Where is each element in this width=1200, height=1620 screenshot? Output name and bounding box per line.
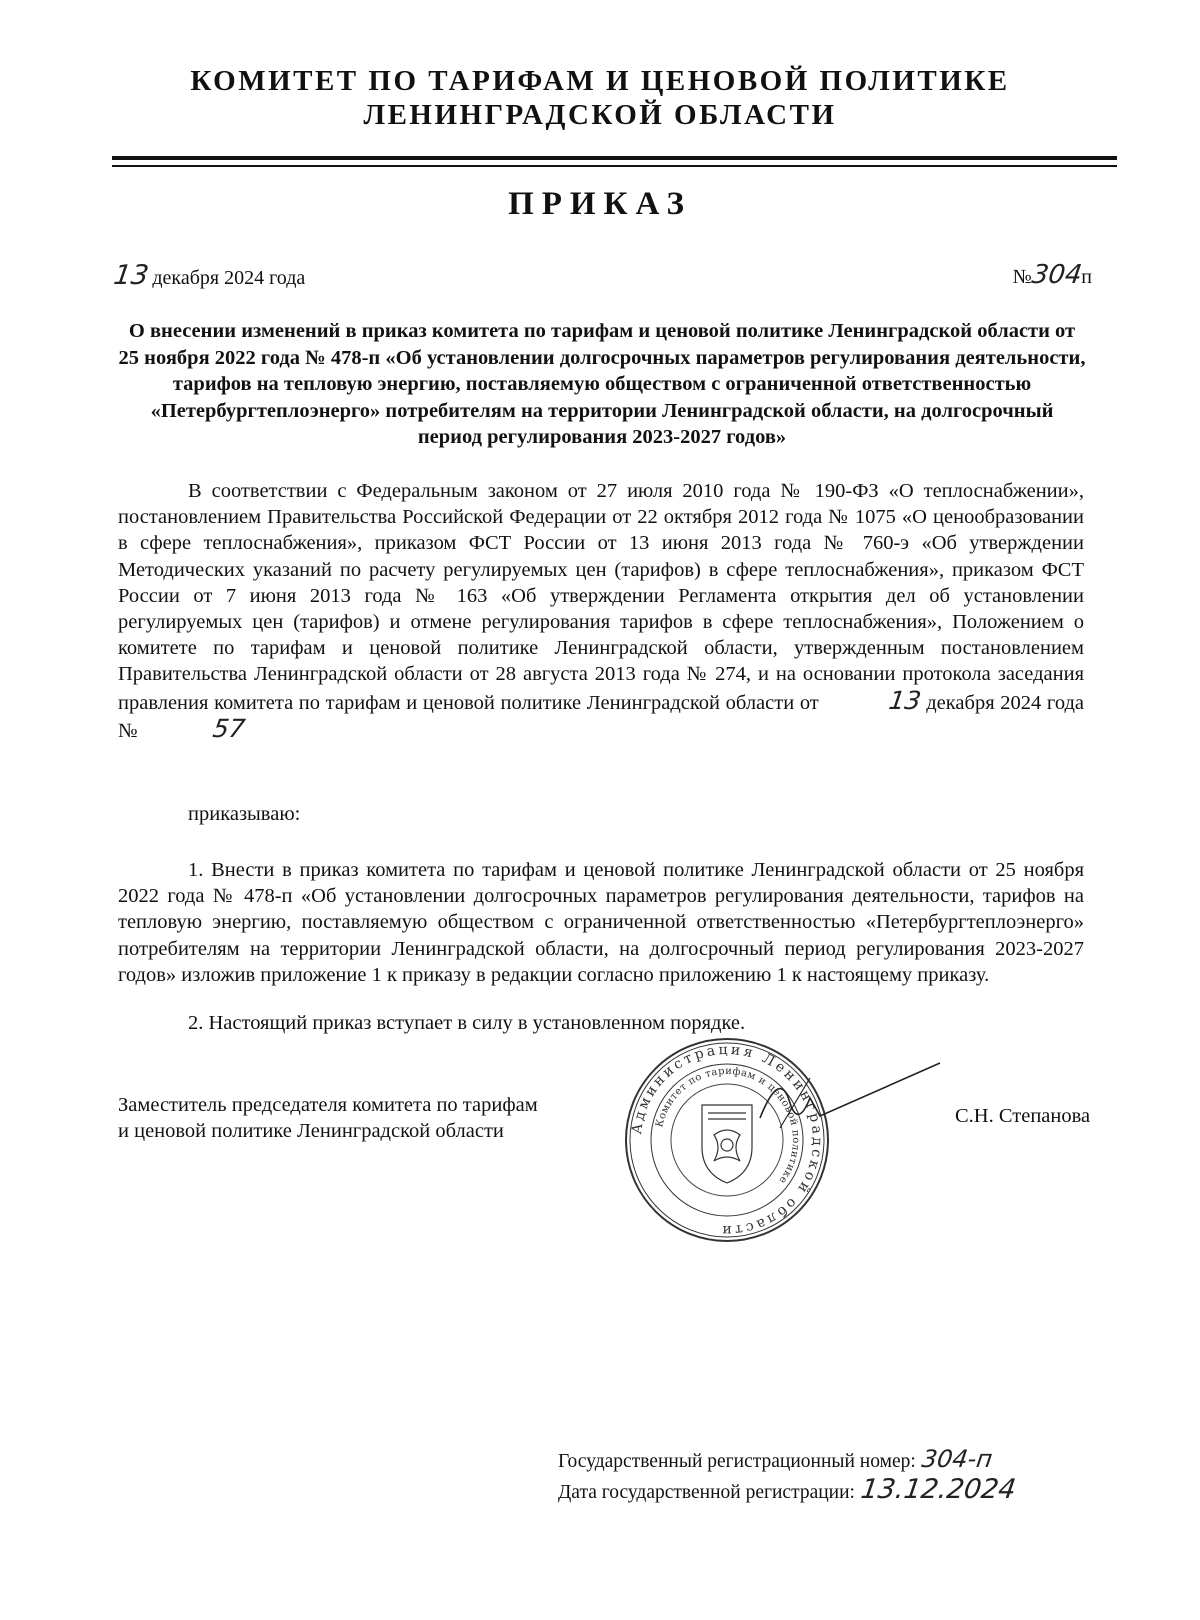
signatory-name: С.Н. Степанова — [955, 1105, 1091, 1127]
header-rule-thin — [112, 165, 1117, 167]
number-prefix: № — [1012, 266, 1032, 288]
registration-number-row — [558, 1445, 1016, 1476]
protocol-number-handwritten: 57 — [210, 713, 247, 743]
number-handwritten: 304 — [1029, 260, 1084, 290]
number-suffix: п — [1081, 266, 1092, 288]
document-subject: О внесении изменений в приказ комитета по тарифам и ценовой политике Ленинградской области от 25 ноября 2022 года № 478-п «Об установлении долгосрочных параметров регулирования деятельности, тарифов на тепловую энергию, поставляемую обществом с ограниченной ответственностью «Петербургтеплоэнерго» потребителям на территории Ленинградской области, на долгосрочный период регулирования 2023-2027 годов» — [118, 320, 1086, 448]
preamble-text: В соответствии с Федеральным законом от 27 июля 2010 года № 190-ФЗ «О теплоснабжении», постановлением Правительства Российской Федерации от 22 октября 2012 года № 1075 «О ценообразовании в сфере теплоснабжения», приказом ФСТ России от 13 июня 2013 года № 760-э «Об утверждении Методических указаний по расчету регулируемых цен (тарифов) в сфере теплоснабжения», приказом ФСТ России от 7 июня 2013 года № 163 «Об утверждении Регламента открытия дел об установлении регулируемых цен (тарифов) и отмене регулирования тарифов в сфере теплоснабжения», Положением о комитете по тарифам и ценовой политике Ленинградской области, утвержденным постановлением Правительства Ленинградской области от 28 августа 2013 года № 274, и на основании протокола заседания правления комитета по тарифам и ценовой политике Ленинградской области от — [118, 480, 1084, 714]
stamp-inner-text: Комитет по тарифам и ценовой политике — [654, 1065, 802, 1186]
signatory-position-line-2: и ценовой политике Ленинградской области — [118, 1120, 504, 1142]
issuer-header — [100, 64, 1100, 132]
issuer-line-2: ЛЕНИНГРАДСКОЙ ОБЛАСТИ — [363, 99, 837, 131]
order-word: приказываю: — [188, 803, 301, 825]
date-rest: декабря 2024 года — [152, 267, 306, 289]
signature-handwritten — [750, 1058, 950, 1158]
date-day-handwritten: 13 — [111, 260, 151, 291]
issuer-line-1: КОМИТЕТ ПО ТАРИФАМ И ЦЕНОВОЙ ПОЛИТИКЕ — [190, 65, 1010, 97]
preamble-paragraph — [118, 478, 1084, 744]
document-number — [1013, 260, 1092, 290]
signatory-position — [118, 1092, 538, 1144]
signatory-position-line-1: Заместитель председателя комитета по тарифам — [118, 1094, 538, 1116]
registration-number-handwritten: 304-п — [919, 1445, 994, 1473]
registration-date-label: Дата государственной регистрации: — [558, 1482, 855, 1503]
document-title: ПРИКАЗ — [508, 186, 692, 222]
coat-of-arms-icon — [702, 1105, 752, 1183]
protocol-day-handwritten: 13 — [886, 685, 923, 715]
registration-date-handwritten: 13.12.2024 — [858, 1474, 1018, 1505]
registration-block — [558, 1445, 1016, 1507]
order-item-1: 1. Внести в приказ комитета по тарифам и ценовой политике Ленинградской области от 25 ноября 2022 года № 478-п «Об установлении долгосрочных параметров регулирования деятельности, тарифов на тепловую энергию, поставляемую обществом с ограниченной ответственностью «Петербургтеплоэнерго» потребителям на территории Ленинградской области, на долгосрочный период регулирования 2023-2027 годов» изложив приложение 1 к приказу в редакции согласно приложению 1 к настоящему приказу. — [118, 859, 1084, 986]
registration-number-label: Государственный регистрационный номер: — [558, 1451, 916, 1472]
stamp-outer-text: Администрация Ленинградской области — [629, 1041, 826, 1239]
header-rule-thick — [112, 156, 1117, 160]
preamble-middle: декабря 2024 года № — [118, 691, 1085, 742]
registration-date-row — [558, 1476, 1016, 1507]
document-date — [111, 260, 306, 291]
order-item-2: 2. Настоящий приказ вступает в силу в установленном порядке. — [188, 1012, 746, 1034]
